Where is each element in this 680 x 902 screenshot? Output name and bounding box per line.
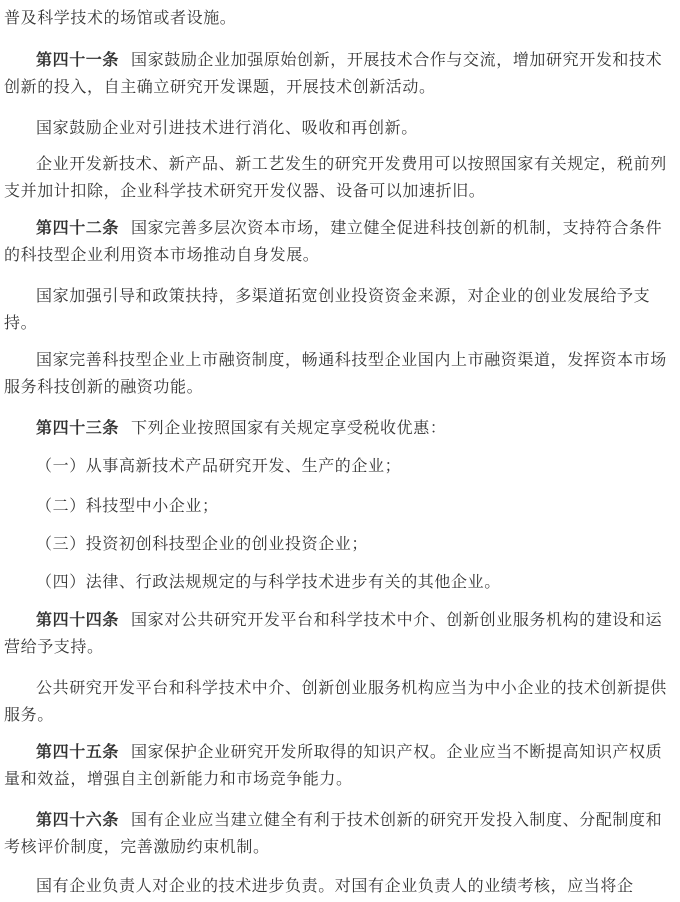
article-number: 第四十四条: [36, 610, 120, 629]
paragraph: [4, 282, 676, 336]
paragraph-text: （四）法律、行政法规规定的与科学技术进步有关的其他企业。: [36, 572, 501, 591]
list-item: [36, 492, 676, 519]
list-item: [36, 452, 676, 479]
paragraph: [4, 4, 676, 31]
paragraph-text: 国家鼓励企业对引进技术进行消化、吸收和再创新。: [36, 118, 418, 137]
paragraph: [4, 414, 676, 441]
paragraph: [4, 674, 676, 728]
paragraph-text: 下列企业按照国家有关规定享受税收优惠：: [131, 418, 447, 437]
paragraph-text: 国家完善科技型企业上市融资制度，畅通科技型企业国内上市融资渠道，发挥资本市场服务科技创新的融资功能。: [4, 350, 667, 396]
paragraph: [4, 150, 676, 204]
paragraph-text: （三）投资初创科技型企业的创业投资企业；: [36, 534, 369, 553]
paragraph: [4, 46, 676, 100]
paragraph: [4, 738, 676, 792]
paragraph-text: 国家保护企业研究开发所取得的知识产权。企业应当不断提高知识产权质量和效益，增强自主创新能力和市场竞争能力。: [4, 742, 663, 788]
paragraph-text: 普及科学技术的场馆或者设施。: [4, 8, 237, 27]
paragraph: [4, 214, 676, 268]
paragraph: [4, 346, 676, 400]
paragraph: [4, 114, 676, 141]
paragraph-text: （二）科技型中小企业；: [36, 496, 219, 515]
article-number: 第四十三条: [36, 418, 120, 437]
paragraph-text: 国家对公共研究开发平台和科学技术中介、创新创业服务机构的建设和运营给予支持。: [4, 610, 663, 656]
paragraph-text: 国家完善多层次资本市场，建立健全促进科技创新的机制，支持符合条件的科技型企业利用资本市场推动自身发展。: [4, 218, 663, 264]
paragraph-text: 国有企业负责人对企业的技术进步负责。对国有企业负责人的业绩考核，应当将企: [36, 876, 634, 895]
paragraph: [4, 872, 676, 899]
list-item: [36, 568, 676, 595]
paragraph: [4, 606, 676, 660]
paragraph-text: 企业开发新技术、新产品、新工艺发生的研究开发费用可以按照国家有关规定，税前列支并加计扣除，企业科学技术研究开发仪器、设备可以加速折旧。: [4, 154, 667, 200]
article-number: 第四十五条: [36, 742, 120, 761]
paragraph-text: 国家加强引导和政策扶持，多渠道拓宽创业投资资金来源，对企业的创业发展给予支持。: [4, 286, 651, 332]
paragraph-text: （一）从事高新技术产品研究开发、生产的企业；: [36, 456, 402, 475]
paragraph-text: 国有企业应当建立健全有利于技术创新的研究开发投入制度、分配制度和考核评价制度，完善激励约束机制。: [4, 810, 663, 856]
paragraph-text: 国家鼓励企业加强原始创新，开展技术合作与交流，增加研究开发和技术创新的投入，自主确立研究开发课题，开展技术创新活动。: [4, 50, 663, 96]
article-number: 第四十二条: [36, 218, 120, 237]
article-number: 第四十一条: [36, 50, 120, 69]
article-number: 第四十六条: [36, 810, 120, 829]
list-item: [36, 530, 676, 557]
paragraph-text: 公共研究开发平台和科学技术中介、创新创业服务机构应当为中小企业的技术创新提供服务。: [4, 678, 667, 724]
paragraph: [4, 806, 676, 860]
